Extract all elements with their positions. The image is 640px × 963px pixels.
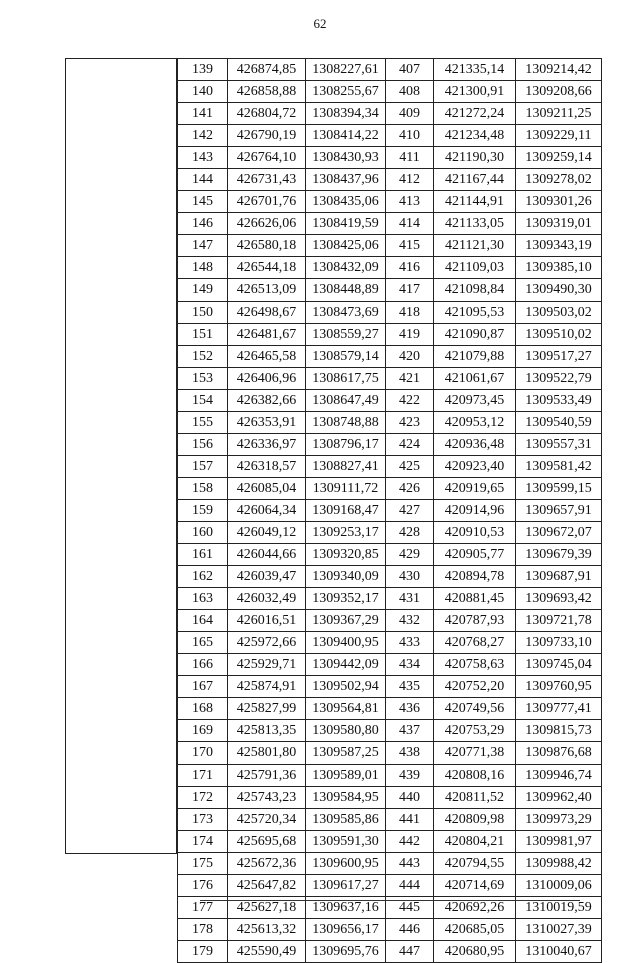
- x-coordinate-left: 426804,72: [228, 103, 306, 125]
- x-coordinate-left: 425647,82: [228, 874, 306, 896]
- table-row: [178, 257, 602, 279]
- y-coordinate-left: 1309637,16: [306, 896, 386, 918]
- point-number-left: 164: [178, 610, 228, 632]
- point-number-right: 432: [386, 610, 434, 632]
- x-coordinate-left: 425813,35: [228, 720, 306, 742]
- x-coordinate-left: 426790,19: [228, 125, 306, 147]
- y-coordinate-left: 1309656,17: [306, 918, 386, 940]
- point-number-left: 176: [178, 874, 228, 896]
- point-number-right: 441: [386, 808, 434, 830]
- x-coordinate-right: 420685,05: [434, 918, 516, 940]
- x-coordinate-right: 420809,98: [434, 808, 516, 830]
- y-coordinate-right: 1309581,42: [516, 455, 602, 477]
- point-number-left: 165: [178, 632, 228, 654]
- page-bottom-rule: [200, 900, 580, 901]
- y-coordinate-right: 1309679,39: [516, 544, 602, 566]
- x-coordinate-left: 426318,57: [228, 455, 306, 477]
- y-coordinate-right: 1309815,73: [516, 720, 602, 742]
- x-coordinate-right: 420771,38: [434, 742, 516, 764]
- x-coordinate-right: 420749,56: [434, 698, 516, 720]
- table-row: [178, 147, 602, 169]
- table-row: [178, 918, 602, 940]
- point-number-right: 407: [386, 59, 434, 81]
- table-row: [178, 499, 602, 521]
- point-number-right: 413: [386, 191, 434, 213]
- x-coordinate-right: 420768,27: [434, 632, 516, 654]
- y-coordinate-right: 1309278,02: [516, 169, 602, 191]
- y-coordinate-left: 1308437,96: [306, 169, 386, 191]
- point-number-right: 431: [386, 588, 434, 610]
- table-row: [178, 874, 602, 896]
- point-number-right: 420: [386, 345, 434, 367]
- table-row: [178, 125, 602, 147]
- x-coordinate-left: 426064,34: [228, 499, 306, 521]
- x-coordinate-right: 420936,48: [434, 433, 516, 455]
- table-row: [178, 367, 602, 389]
- x-coordinate-left: 426731,43: [228, 169, 306, 191]
- point-number-right: 427: [386, 499, 434, 521]
- x-coordinate-left: 426049,12: [228, 521, 306, 543]
- y-coordinate-left: 1308432,09: [306, 257, 386, 279]
- point-number-left: 146: [178, 213, 228, 235]
- x-coordinate-right: 420808,16: [434, 764, 516, 786]
- y-coordinate-right: 1310040,67: [516, 940, 602, 962]
- table-row: [178, 786, 602, 808]
- y-coordinate-right: 1309693,42: [516, 588, 602, 610]
- y-coordinate-left: 1309400,95: [306, 632, 386, 654]
- point-number-left: 171: [178, 764, 228, 786]
- point-number-right: 424: [386, 433, 434, 455]
- point-number-left: 175: [178, 852, 228, 874]
- x-coordinate-right: 421272,24: [434, 103, 516, 125]
- x-coordinate-left: 425720,34: [228, 808, 306, 830]
- x-coordinate-right: 420753,29: [434, 720, 516, 742]
- point-number-right: 434: [386, 654, 434, 676]
- x-coordinate-left: 426544,18: [228, 257, 306, 279]
- y-coordinate-left: 1309352,17: [306, 588, 386, 610]
- x-coordinate-left: 426044,66: [228, 544, 306, 566]
- point-number-left: 149: [178, 279, 228, 301]
- point-number-right: 415: [386, 235, 434, 257]
- y-coordinate-right: 1309733,10: [516, 632, 602, 654]
- y-coordinate-right: 1310019,59: [516, 896, 602, 918]
- y-coordinate-right: 1309745,04: [516, 654, 602, 676]
- y-coordinate-right: 1309533,49: [516, 389, 602, 411]
- y-coordinate-left: 1308419,59: [306, 213, 386, 235]
- point-number-left: 144: [178, 169, 228, 191]
- table-row: [178, 654, 602, 676]
- x-coordinate-left: 425672,36: [228, 852, 306, 874]
- y-coordinate-left: 1309600,95: [306, 852, 386, 874]
- y-coordinate-right: 1310027,39: [516, 918, 602, 940]
- y-coordinate-left: 1308579,14: [306, 345, 386, 367]
- table-row: [178, 566, 602, 588]
- point-number-right: 447: [386, 940, 434, 962]
- point-number-left: 150: [178, 301, 228, 323]
- table-row: [178, 433, 602, 455]
- point-number-right: 425: [386, 455, 434, 477]
- x-coordinate-left: 425743,23: [228, 786, 306, 808]
- x-coordinate-right: 420692,26: [434, 896, 516, 918]
- x-coordinate-left: 426858,88: [228, 81, 306, 103]
- x-coordinate-left: 425695,68: [228, 830, 306, 852]
- x-coordinate-right: 420758,63: [434, 654, 516, 676]
- y-coordinate-left: 1308425,06: [306, 235, 386, 257]
- table-row: [178, 323, 602, 345]
- y-coordinate-right: 1309211,25: [516, 103, 602, 125]
- point-number-left: 168: [178, 698, 228, 720]
- x-coordinate-left: 426465,58: [228, 345, 306, 367]
- y-coordinate-right: 1309517,27: [516, 345, 602, 367]
- y-coordinate-right: 1309503,02: [516, 301, 602, 323]
- point-number-right: 412: [386, 169, 434, 191]
- y-coordinate-left: 1309591,30: [306, 830, 386, 852]
- x-coordinate-left: 426513,09: [228, 279, 306, 301]
- y-coordinate-left: 1309695,76: [306, 940, 386, 962]
- table-row: [178, 588, 602, 610]
- y-coordinate-left: 1309585,86: [306, 808, 386, 830]
- y-coordinate-left: 1308448,89: [306, 279, 386, 301]
- y-coordinate-left: 1309564,81: [306, 698, 386, 720]
- y-coordinate-right: 1309557,31: [516, 433, 602, 455]
- x-coordinate-left: 426085,04: [228, 477, 306, 499]
- table-row: [178, 720, 602, 742]
- x-coordinate-left: 426701,76: [228, 191, 306, 213]
- x-coordinate-left: 426032,49: [228, 588, 306, 610]
- point-number-left: 157: [178, 455, 228, 477]
- x-coordinate-left: 425791,36: [228, 764, 306, 786]
- point-number-right: 437: [386, 720, 434, 742]
- point-number-right: 428: [386, 521, 434, 543]
- y-coordinate-right: 1309343,19: [516, 235, 602, 257]
- table-row: [178, 301, 602, 323]
- point-number-left: 158: [178, 477, 228, 499]
- y-coordinate-right: 1309946,74: [516, 764, 602, 786]
- point-number-left: 141: [178, 103, 228, 125]
- point-number-right: 409: [386, 103, 434, 125]
- x-coordinate-right: 420714,69: [434, 874, 516, 896]
- x-coordinate-right: 421061,67: [434, 367, 516, 389]
- point-number-left: 151: [178, 323, 228, 345]
- y-coordinate-right: 1309687,91: [516, 566, 602, 588]
- y-coordinate-right: 1309259,14: [516, 147, 602, 169]
- y-coordinate-right: 1309490,30: [516, 279, 602, 301]
- y-coordinate-right: 1309760,95: [516, 676, 602, 698]
- point-number-right: 422: [386, 389, 434, 411]
- x-coordinate-right: 421090,87: [434, 323, 516, 345]
- x-coordinate-left: 425827,99: [228, 698, 306, 720]
- point-number-left: 173: [178, 808, 228, 830]
- point-number-left: 159: [178, 499, 228, 521]
- x-coordinate-right: 421133,05: [434, 213, 516, 235]
- y-coordinate-left: 1309584,95: [306, 786, 386, 808]
- y-coordinate-right: 1309962,40: [516, 786, 602, 808]
- x-coordinate-left: 425929,71: [228, 654, 306, 676]
- point-number-right: 444: [386, 874, 434, 896]
- point-number-left: 140: [178, 81, 228, 103]
- y-coordinate-left: 1308394,34: [306, 103, 386, 125]
- table-row: [178, 389, 602, 411]
- x-coordinate-left: 425613,32: [228, 918, 306, 940]
- point-number-left: 162: [178, 566, 228, 588]
- x-coordinate-right: 420953,12: [434, 411, 516, 433]
- point-number-right: 430: [386, 566, 434, 588]
- table-row: [178, 81, 602, 103]
- table-row: [178, 698, 602, 720]
- x-coordinate-right: 420914,96: [434, 499, 516, 521]
- point-number-left: 178: [178, 918, 228, 940]
- table-row: [178, 742, 602, 764]
- table-row: [178, 521, 602, 543]
- y-coordinate-left: 1309253,17: [306, 521, 386, 543]
- table-row: [178, 610, 602, 632]
- y-coordinate-left: 1308435,06: [306, 191, 386, 213]
- x-coordinate-left: 425801,80: [228, 742, 306, 764]
- x-coordinate-right: 421190,30: [434, 147, 516, 169]
- table-row: [178, 345, 602, 367]
- point-number-right: 433: [386, 632, 434, 654]
- x-coordinate-right: 421095,53: [434, 301, 516, 323]
- y-coordinate-left: 1309589,01: [306, 764, 386, 786]
- y-coordinate-right: 1309777,41: [516, 698, 602, 720]
- x-coordinate-right: 421098,84: [434, 279, 516, 301]
- x-coordinate-left: 426039,47: [228, 566, 306, 588]
- table-row: [178, 455, 602, 477]
- coordinates-table: [177, 58, 602, 963]
- table-row: [178, 103, 602, 125]
- y-coordinate-left: 1309442,09: [306, 654, 386, 676]
- point-number-right: 438: [386, 742, 434, 764]
- x-coordinate-left: 426498,67: [228, 301, 306, 323]
- x-coordinate-left: 426580,18: [228, 235, 306, 257]
- point-number-left: 152: [178, 345, 228, 367]
- x-coordinate-right: 421121,30: [434, 235, 516, 257]
- point-number-left: 160: [178, 521, 228, 543]
- point-number-left: 167: [178, 676, 228, 698]
- x-coordinate-left: 426406,96: [228, 367, 306, 389]
- y-coordinate-right: 1309229,11: [516, 125, 602, 147]
- point-number-right: 443: [386, 852, 434, 874]
- table-row: [178, 676, 602, 698]
- point-number-left: 155: [178, 411, 228, 433]
- x-coordinate-left: 426353,91: [228, 411, 306, 433]
- y-coordinate-right: 1309599,15: [516, 477, 602, 499]
- point-number-left: 174: [178, 830, 228, 852]
- y-coordinate-left: 1308796,17: [306, 433, 386, 455]
- y-coordinate-left: 1309320,85: [306, 544, 386, 566]
- point-number-right: 408: [386, 81, 434, 103]
- point-number-right: 414: [386, 213, 434, 235]
- y-coordinate-left: 1309587,25: [306, 742, 386, 764]
- x-coordinate-right: 421109,03: [434, 257, 516, 279]
- x-coordinate-right: 421234,48: [434, 125, 516, 147]
- point-number-right: 421: [386, 367, 434, 389]
- y-coordinate-left: 1309367,29: [306, 610, 386, 632]
- y-coordinate-left: 1308430,93: [306, 147, 386, 169]
- y-coordinate-left: 1309502,94: [306, 676, 386, 698]
- x-coordinate-left: 426874,85: [228, 59, 306, 81]
- x-coordinate-right: 420910,53: [434, 521, 516, 543]
- point-number-right: 442: [386, 830, 434, 852]
- y-coordinate-left: 1309617,27: [306, 874, 386, 896]
- table-row: [178, 59, 602, 81]
- x-coordinate-right: 420905,77: [434, 544, 516, 566]
- table-row: [178, 477, 602, 499]
- x-coordinate-right: 420804,21: [434, 830, 516, 852]
- point-number-left: 166: [178, 654, 228, 676]
- y-coordinate-left: 1309340,09: [306, 566, 386, 588]
- point-number-right: 435: [386, 676, 434, 698]
- x-coordinate-left: 426336,97: [228, 433, 306, 455]
- point-number-right: 429: [386, 544, 434, 566]
- point-number-left: 147: [178, 235, 228, 257]
- table-row: [178, 191, 602, 213]
- y-coordinate-right: 1309319,01: [516, 213, 602, 235]
- x-coordinate-left: 426016,51: [228, 610, 306, 632]
- point-number-left: 177: [178, 896, 228, 918]
- y-coordinate-left: 1309168,47: [306, 499, 386, 521]
- table-row: [178, 852, 602, 874]
- y-coordinate-left: 1308473,69: [306, 301, 386, 323]
- y-coordinate-left: 1308255,67: [306, 81, 386, 103]
- x-coordinate-right: 421079,88: [434, 345, 516, 367]
- x-coordinate-right: 420894,78: [434, 566, 516, 588]
- x-coordinate-right: 421300,91: [434, 81, 516, 103]
- x-coordinate-right: 420923,40: [434, 455, 516, 477]
- point-number-left: 143: [178, 147, 228, 169]
- point-number-right: 446: [386, 918, 434, 940]
- table-row: [178, 169, 602, 191]
- point-number-left: 163: [178, 588, 228, 610]
- point-number-left: 153: [178, 367, 228, 389]
- y-coordinate-left: 1308748,88: [306, 411, 386, 433]
- point-number-right: 416: [386, 257, 434, 279]
- point-number-left: 169: [178, 720, 228, 742]
- y-coordinate-right: 1309657,91: [516, 499, 602, 521]
- table-row: [178, 279, 602, 301]
- table-row: [178, 632, 602, 654]
- x-coordinate-right: 421144,91: [434, 191, 516, 213]
- point-number-right: 417: [386, 279, 434, 301]
- y-coordinate-right: 1309510,02: [516, 323, 602, 345]
- point-number-right: 440: [386, 786, 434, 808]
- x-coordinate-left: 426626,06: [228, 213, 306, 235]
- y-coordinate-right: 1310009,06: [516, 874, 602, 896]
- point-number-right: 445: [386, 896, 434, 918]
- point-number-right: 419: [386, 323, 434, 345]
- table-row: [178, 764, 602, 786]
- y-coordinate-right: 1309973,29: [516, 808, 602, 830]
- y-coordinate-right: 1309385,10: [516, 257, 602, 279]
- y-coordinate-left: 1308647,49: [306, 389, 386, 411]
- point-number-left: 139: [178, 59, 228, 81]
- y-coordinate-right: 1309301,26: [516, 191, 602, 213]
- point-number-right: 436: [386, 698, 434, 720]
- point-number-right: 410: [386, 125, 434, 147]
- x-coordinate-right: 421335,14: [434, 59, 516, 81]
- table-row: [178, 808, 602, 830]
- y-coordinate-left: 1308617,75: [306, 367, 386, 389]
- point-number-left: 142: [178, 125, 228, 147]
- point-number-right: 411: [386, 147, 434, 169]
- point-number-left: 161: [178, 544, 228, 566]
- point-number-left: 170: [178, 742, 228, 764]
- x-coordinate-right: 420881,45: [434, 588, 516, 610]
- x-coordinate-left: 425972,66: [228, 632, 306, 654]
- x-coordinate-right: 420811,52: [434, 786, 516, 808]
- point-number-left: 156: [178, 433, 228, 455]
- y-coordinate-left: 1308227,61: [306, 59, 386, 81]
- x-coordinate-right: 420794,55: [434, 852, 516, 874]
- y-coordinate-left: 1308414,22: [306, 125, 386, 147]
- x-coordinate-left: 426764,10: [228, 147, 306, 169]
- point-number-left: 179: [178, 940, 228, 962]
- left-blank-column: [65, 58, 177, 854]
- y-coordinate-right: 1309214,42: [516, 59, 602, 81]
- x-coordinate-left: 425627,18: [228, 896, 306, 918]
- table-row: [178, 830, 602, 852]
- point-number-left: 148: [178, 257, 228, 279]
- x-coordinate-left: 425874,91: [228, 676, 306, 698]
- table-row: [178, 544, 602, 566]
- y-coordinate-right: 1309208,66: [516, 81, 602, 103]
- point-number-right: 423: [386, 411, 434, 433]
- point-number-left: 154: [178, 389, 228, 411]
- y-coordinate-left: 1308827,41: [306, 455, 386, 477]
- y-coordinate-right: 1309981,97: [516, 830, 602, 852]
- x-coordinate-right: 421167,44: [434, 169, 516, 191]
- x-coordinate-left: 426382,66: [228, 389, 306, 411]
- y-coordinate-left: 1308559,27: [306, 323, 386, 345]
- point-number-left: 172: [178, 786, 228, 808]
- y-coordinate-right: 1309522,79: [516, 367, 602, 389]
- table-row: [178, 940, 602, 962]
- y-coordinate-right: 1309672,07: [516, 521, 602, 543]
- x-coordinate-left: 426481,67: [228, 323, 306, 345]
- x-coordinate-right: 420973,45: [434, 389, 516, 411]
- x-coordinate-right: 420680,95: [434, 940, 516, 962]
- y-coordinate-right: 1309988,42: [516, 852, 602, 874]
- table-row: [178, 411, 602, 433]
- point-number-left: 145: [178, 191, 228, 213]
- x-coordinate-right: 420787,93: [434, 610, 516, 632]
- y-coordinate-right: 1309876,68: [516, 742, 602, 764]
- point-number-right: 418: [386, 301, 434, 323]
- x-coordinate-right: 420752,20: [434, 676, 516, 698]
- table-row: [178, 213, 602, 235]
- y-coordinate-left: 1309111,72: [306, 477, 386, 499]
- x-coordinate-left: 425590,49: [228, 940, 306, 962]
- table-row: [178, 235, 602, 257]
- page-number: 62: [313, 16, 327, 31]
- y-coordinate-right: 1309540,59: [516, 411, 602, 433]
- y-coordinate-left: 1309580,80: [306, 720, 386, 742]
- x-coordinate-right: 420919,65: [434, 477, 516, 499]
- point-number-right: 426: [386, 477, 434, 499]
- y-coordinate-right: 1309721,78: [516, 610, 602, 632]
- point-number-right: 439: [386, 764, 434, 786]
